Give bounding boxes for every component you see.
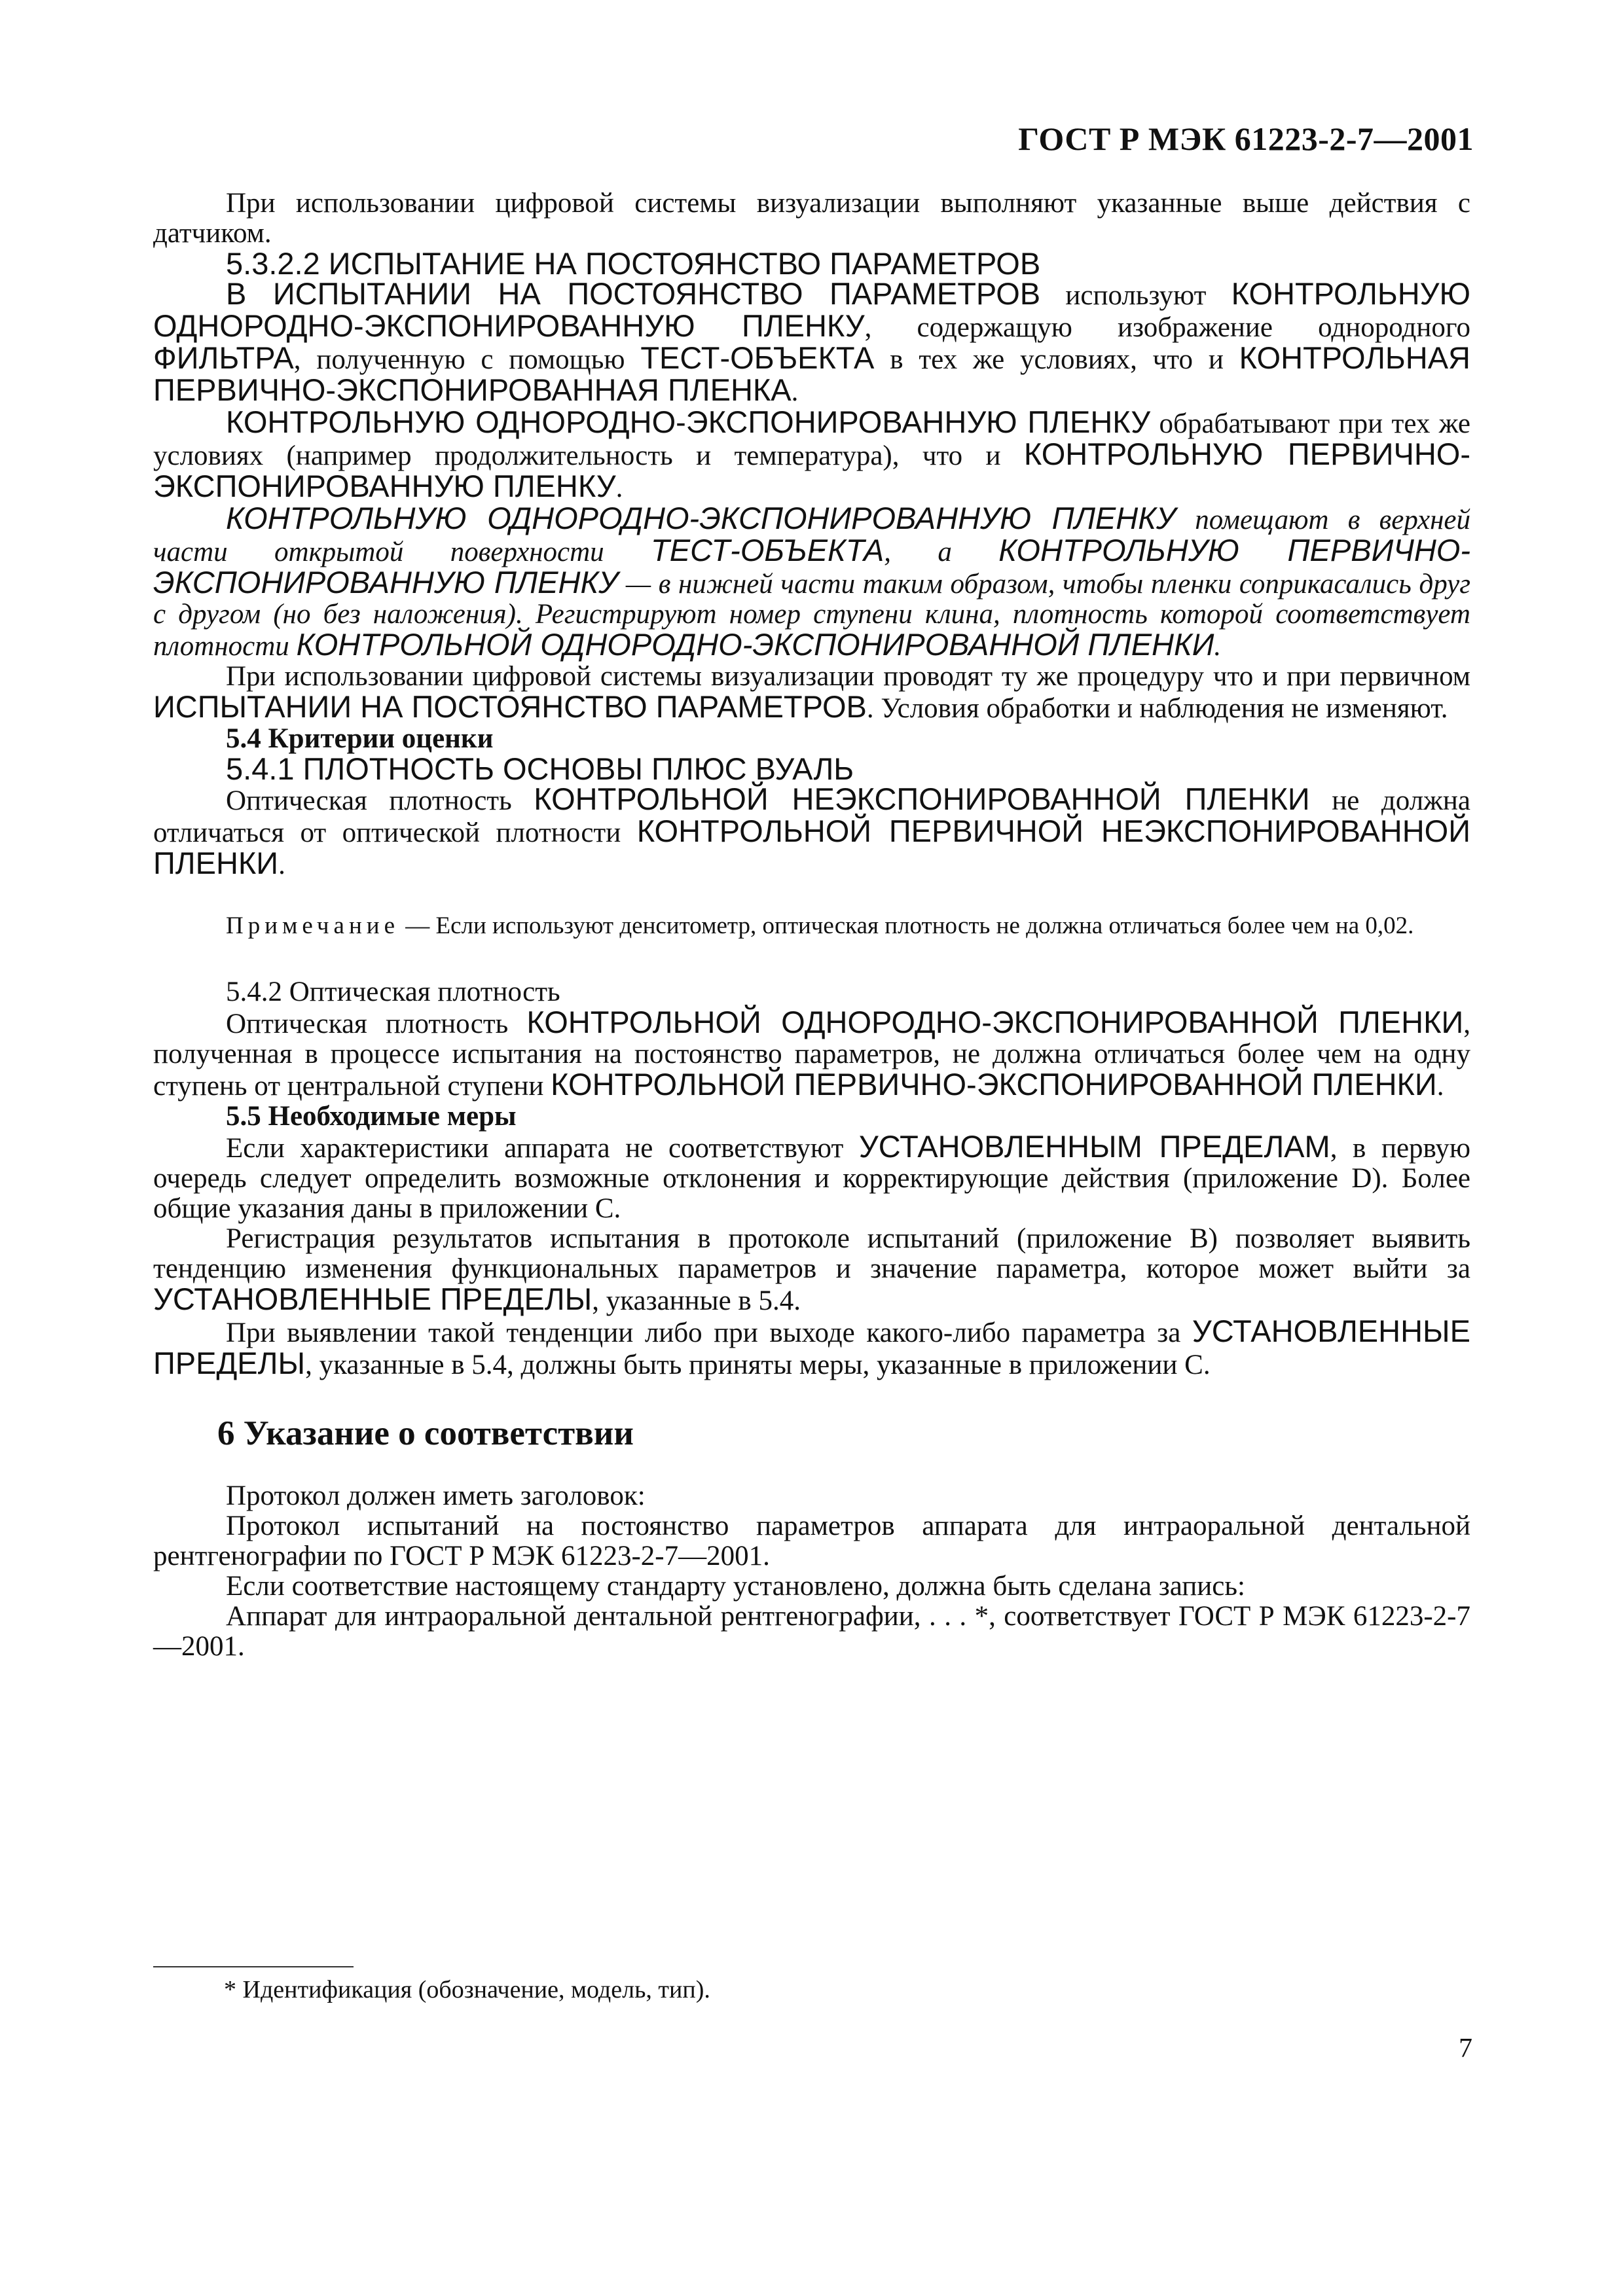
section-heading-6: 6 Указание о соответствии bbox=[217, 1414, 634, 1452]
paragraph-measures: При выявлении такой тенденции либо при выходе какого-либо параметра за УСТАНОВЛЕННЫЕ ПРЕДЕЛЫ, указанные в 5.4, должны быть приняты меры, указанные в приложении С. bbox=[153, 1314, 1470, 1380]
term: КОНТРОЛЬНУЮ ОДНОРОДНО-ЭКСПОНИРОВАННУЮ ПЛЕНКУ bbox=[226, 404, 1151, 439]
term: КОНТРОЛЬНОЙ ПЕРВИЧНО-ЭКСПОНИРОВАННОЙ ПЛЕНКИ bbox=[551, 1067, 1437, 1102]
paragraph-protocol-text: Протокол испытаний на постоянство параметров аппарата для интраоральной дентальной рентгенографии по ГОСТ Р МЭК 61223-2-7—2001. bbox=[153, 1511, 1470, 1571]
paragraph-conformity: Если соответствие настоящему стандарту установлено, должна быть сделана запись: bbox=[226, 1571, 1245, 1602]
paragraph-record: Аппарат для интраоральной дентальной рентгенографии, . . . *, соответствует ГОСТ Р МЭК 61223-2-7—2001. bbox=[153, 1601, 1470, 1662]
document-code-header: ГОСТ Р МЭК 61223-2-7—2001 bbox=[1018, 120, 1474, 157]
paragraph-limits: Если характеристики аппарата не соответствуют УСТАНОВЛЕННЫМ ПРЕДЕЛАМ, в первую очередь следует определить возможные отклонения и корректирующие действия (приложение D). Более общие указания даны в приложении С. bbox=[153, 1129, 1471, 1224]
note-label: Примечание bbox=[226, 912, 399, 939]
paragraph-optical-density: Оптическая плотность КОНТРОЛЬНОЙ ОДНОРОДНО-ЭКСПОНИРОВАННОЙ ПЛЕНКИ, полученная в процессе испытания на постоянство параметров, не должна отличаться более чем на одну ступень от центральной ступени КОНТРОЛЬНОЙ ПЕРВИЧНО-ЭКСПОНИРОВАННОЙ ПЛЕНКИ. bbox=[153, 1005, 1470, 1102]
term: ИСПЫТАНИИ НА ПОСТОЯНСТВО ПАРАМЕТРОВ bbox=[153, 689, 867, 724]
term: КОНТРОЛЬНУЮ ОДНОРОДНО-ЭКСПОНИРОВАННУЮ ПЛЕНКУ bbox=[153, 276, 1470, 343]
section-heading-5-5: 5.5 Необходимые меры bbox=[226, 1101, 517, 1132]
term: КОНТРОЛЬНОЙ НЕЭКСПОНИРОВАННОЙ ПЛЕНКИ bbox=[534, 781, 1310, 816]
term: КОНТРОЛЬНУЮ ОДНОРОДНО-ЭКСПОНИРОВАННУЮ ПЛЕНКУ bbox=[226, 501, 1176, 535]
section-heading-5-4: 5.4 Критерии оценки bbox=[226, 723, 494, 754]
term: КОНТРОЛЬНОЙ ОДНОРОДНО-ЭКСПОНИРОВАННОЙ ПЛЕНКИ bbox=[296, 627, 1214, 662]
term: УСТАНОВЛЕННЫЕ ПРЕДЕЛЫ bbox=[153, 1282, 593, 1316]
page-number: 7 bbox=[1459, 2034, 1472, 2064]
footnote: * Идентификация (обозначение, модель, тип). bbox=[224, 1976, 710, 2003]
paragraph-processing: КОНТРОЛЬНУЮ ОДНОРОДНО-ЭКСПОНИРОВАННУЮ ПЛЕНКУ обрабатывают при тех же условиях (например продолжительность и температура), что и КОНТРОЛЬНУЮ ПЕРВИЧНО-ЭКСПОНИРОВАННУЮ ПЛЕНКУ. bbox=[153, 404, 1471, 503]
term: КОНТРОЛЬНУЮ ПЕРВИЧНО-ЭКСПОНИРОВАННУЮ ПЛЕНКУ bbox=[153, 533, 1470, 600]
subsection-heading-5-4-2: 5.4.2 Оптическая плотность bbox=[226, 977, 560, 1007]
term: ТЕСТ-ОБЪЕКТА bbox=[651, 533, 884, 567]
paragraph-constancy-test: В ИСПЫТАНИИ НА ПОСТОЯНСТВО ПАРАМЕТРОВ используют КОНТРОЛЬНУЮ ОДНОРОДНО-ЭКСПОНИРОВАННУЮ ПЛЕНКУ, содержащую изображение однородного ФИЛЬТРА, полученную с помощью ТЕСТ-ОБЪЕКТА в тех же условиях, что и КОНТРОЛЬНАЯ ПЕРВИЧНО-ЭКСПОНИРОВАННАЯ ПЛЕНКА. bbox=[153, 276, 1470, 407]
term: ФИЛЬТРА bbox=[153, 340, 294, 375]
term: КОНТРОЛЬНОЙ ПЕРВИЧНОЙ НЕЭКСПОНИРОВАННОЙ ПЛЕНКИ bbox=[153, 814, 1471, 880]
paragraph-digital-procedure: При использовании цифровой системы визуализации проводят ту же процедуру что и при первичном ИСПЫТАНИИ НА ПОСТОЯНСТВО ПАРАМЕТРОВ. Условия обработки и наблюдения не изменяют. bbox=[153, 661, 1470, 724]
term: УСТАНОВЛЕННЫЕ ПРЕДЕЛЫ bbox=[153, 1314, 1470, 1380]
paragraph-placement-italic: КОНТРОЛЬНУЮ ОДНОРОДНО-ЭКСПОНИРОВАННУЮ ПЛЕНКУ помещают в верхней части открытой поверхности ТЕСТ-ОБЪЕКТА, а КОНТРОЛЬНУЮ ПЕРВИЧНО-ЭКСПОНИРОВАННУЮ ПЛЕНКУ — в нижней части таким образом, чтобы пленки соприкасались друг с другом (но без наложения). Регистрируют номер ступени клина, плотность которой соответствует плотности КОНТРОЛЬНОЙ ОДНОРОДНО-ЭКСПОНИРОВАННОЙ ПЛЕНКИ. bbox=[153, 501, 1471, 662]
term: КОНТРОЛЬНУЮ ПЕРВИЧНО-ЭКСПОНИРОВАННУЮ ПЛЕНКУ bbox=[153, 437, 1470, 503]
term: В ИСПЫТАНИИ НА ПОСТОЯНСТВО ПАРАМЕТРОВ bbox=[226, 276, 1041, 311]
note: Примечание — Если используют денситометр, оптическая плотность не должна отличаться более чем на 0,02. bbox=[226, 912, 1414, 939]
term: УСТАНОВЛЕННЫМ ПРЕДЕЛАМ bbox=[858, 1129, 1330, 1164]
paragraph-protocol-title: Протокол должен иметь заголовок: bbox=[226, 1480, 646, 1511]
paragraph-registration: Регистрация результатов испытания в протоколе испытаний (приложение В) позволяет выявить тенденцию изменения функциональных параметров и значение параметра, которое может выйти за УСТАНОВЛЕННЫЕ ПРЕДЕЛЫ, указанные в 5.4. bbox=[153, 1223, 1470, 1316]
footnote-divider bbox=[153, 1966, 354, 1967]
term: КОНТРОЛЬНОЙ ОДНОРОДНО-ЭКСПОНИРОВАННОЙ ПЛЕНКИ bbox=[526, 1005, 1464, 1039]
paragraph-base-fog: Оптическая плотность КОНТРОЛЬНОЙ НЕЭКСПОНИРОВАННОЙ ПЛЕНКИ не должна отличаться от оптической плотности КОНТРОЛЬНОЙ ПЕРВИЧНОЙ НЕЭКСПОНИРОВАННОЙ ПЛЕНКИ. bbox=[153, 781, 1471, 880]
subsection-heading-5-3-2-2: 5.3.2.2 ИСПЫТАНИЕ НА ПОСТОЯНСТВО ПАРАМЕТРОВ bbox=[226, 246, 1041, 281]
subsection-heading-5-4-1: 5.4.1 ПЛОТНОСТЬ ОСНОВЫ ПЛЮС ВУАЛЬ bbox=[226, 751, 854, 786]
document-body bbox=[153, 188, 1470, 1662]
term: ТЕСТ-ОБЪЕКТА bbox=[640, 340, 875, 375]
term: КОНТРОЛЬНАЯ ПЕРВИЧНО-ЭКСПОНИРОВАННАЯ ПЛЕНКА bbox=[153, 340, 1470, 407]
paragraph-digital-system: При использовании цифровой системы визуализации выполняют указанные выше действия с датчиком. bbox=[153, 188, 1470, 249]
